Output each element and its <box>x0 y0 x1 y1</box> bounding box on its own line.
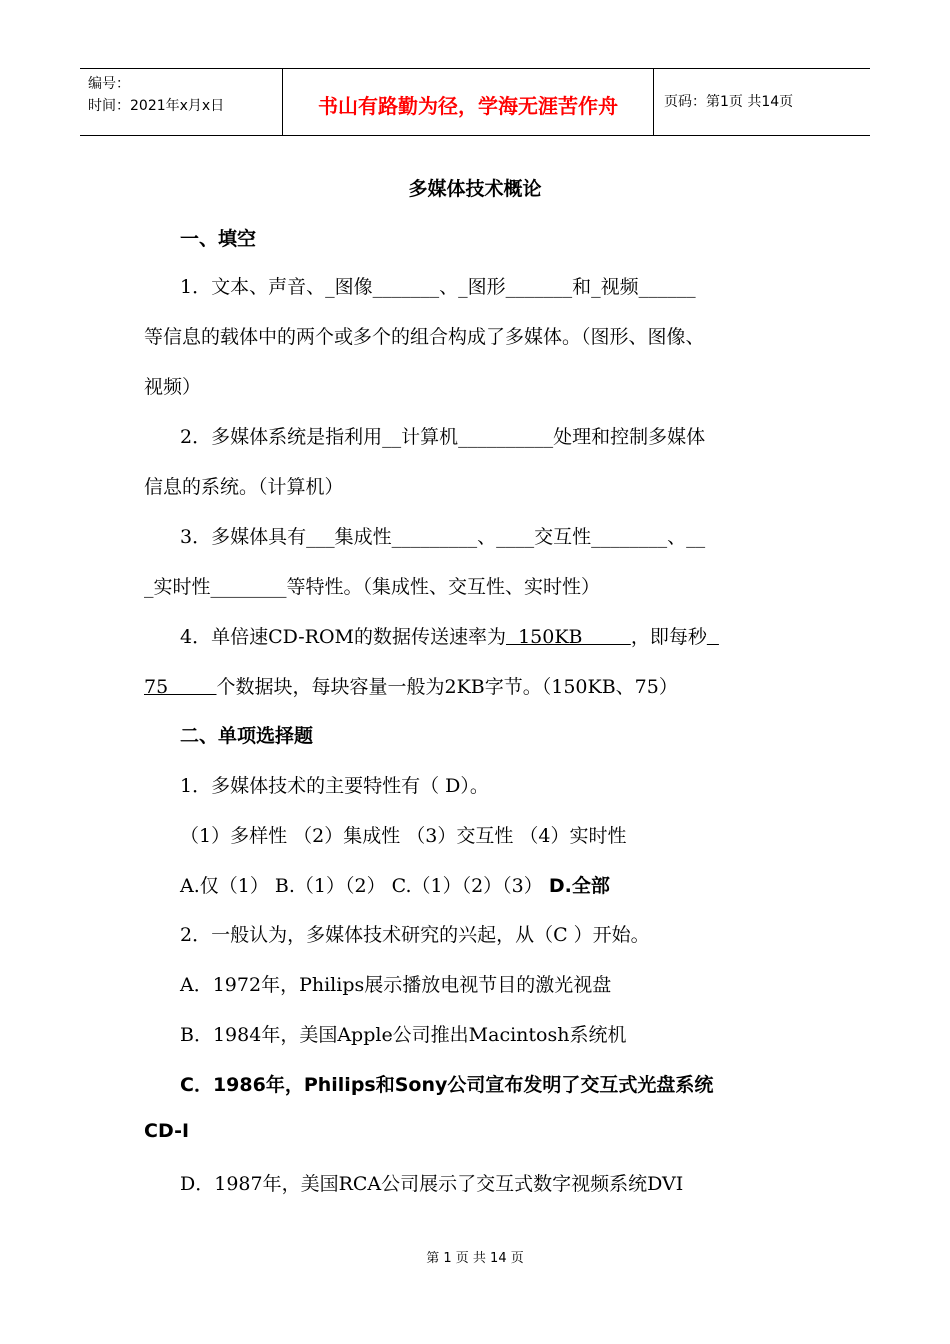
s2-q1-options-plain: A.仅（1） B.（1）（2） C.（1）（2）（3） <box>180 875 543 897</box>
s1-q4-line2 <box>144 672 678 699</box>
section1-heading: 一、填空 <box>180 228 257 250</box>
s1-q4-rest: 个数据块，每块容量一般为2KB字节。（150KB、75） <box>216 676 678 698</box>
s1-q4-mid: ，即每秒 <box>630 626 707 648</box>
s1-q3-line1: 3．多媒体具有___集成性_________、____交互性________、__ <box>180 526 706 548</box>
s2-q2-option-d: D．1987年，美国RCA公司展示了交互式数字视频系统DVI <box>180 1173 684 1195</box>
s1-q1-line2: 等信息的载体中的两个或多个的组合构成了多媒体。（图形、图像、 <box>144 326 705 348</box>
header-meta <box>80 69 282 135</box>
s2-q2-option-a: A．1972年，Philips展示播放电视节目的激光视盘 <box>180 974 612 996</box>
s2-q1-answer: D.全部 <box>548 875 610 897</box>
s1-q1-line3: 视频） <box>144 376 202 398</box>
page-info: 页码：第1页 共14页 <box>664 94 794 110</box>
s2-q2-stem: 2．一般认为，多媒体技术研究的兴起，从（C ）开始。 <box>180 924 650 946</box>
s1-q2-line2: 信息的系统。（计算机） <box>144 476 344 498</box>
s1-q2-line1: 2．多媒体系统是指利用__计算机__________处理和控制多媒体 <box>180 426 706 448</box>
s2-q1-options <box>180 871 610 898</box>
s1-q1-line1: 1．文本、声音、_图像_______、_图形_______和_视频______ <box>180 276 696 298</box>
time-label: 时间：2021年x月x日 <box>88 98 225 114</box>
section2-heading: 二、单项选择题 <box>180 725 314 747</box>
s2-q2-option-b: B．1984年，美国Apple公司推出Macintosh系统机 <box>180 1024 627 1046</box>
page-footer: 第 1 页 共 14 页 <box>426 1251 524 1266</box>
s1-q4-blank2 <box>707 626 719 648</box>
page-header <box>80 68 870 136</box>
s2-q1-items: （1）多样性 （2）集成性 （3）交互性 （4）实时性 <box>180 825 627 847</box>
s1-q4-blank3: 75 <box>144 676 217 698</box>
code-label: 编号： <box>88 76 130 92</box>
s1-q4-blank1: 150KB <box>505 626 631 648</box>
s1-q3-line2: _实时性________等特性。（集成性、交互性、实时性） <box>144 576 601 598</box>
motto-text: 书山有路勤为径，学海无涯苦作舟 <box>318 94 618 118</box>
s1-q4-pre: 4．单倍速CD-ROM的数据传送速率为 <box>180 626 506 648</box>
s1-q4-line1 <box>180 622 719 649</box>
page-title: 多媒体技术概论 <box>408 178 542 200</box>
header-motto <box>282 69 654 135</box>
s2-q1-stem: 1．多媒体技术的主要特性有（ D）。 <box>180 775 489 797</box>
s2-q2-option-c-line2: CD-I <box>144 1120 190 1142</box>
s2-q2-option-c-line1: C．1986年，Philips和Sony公司宣布发明了交互式光盘系统 <box>180 1074 714 1096</box>
